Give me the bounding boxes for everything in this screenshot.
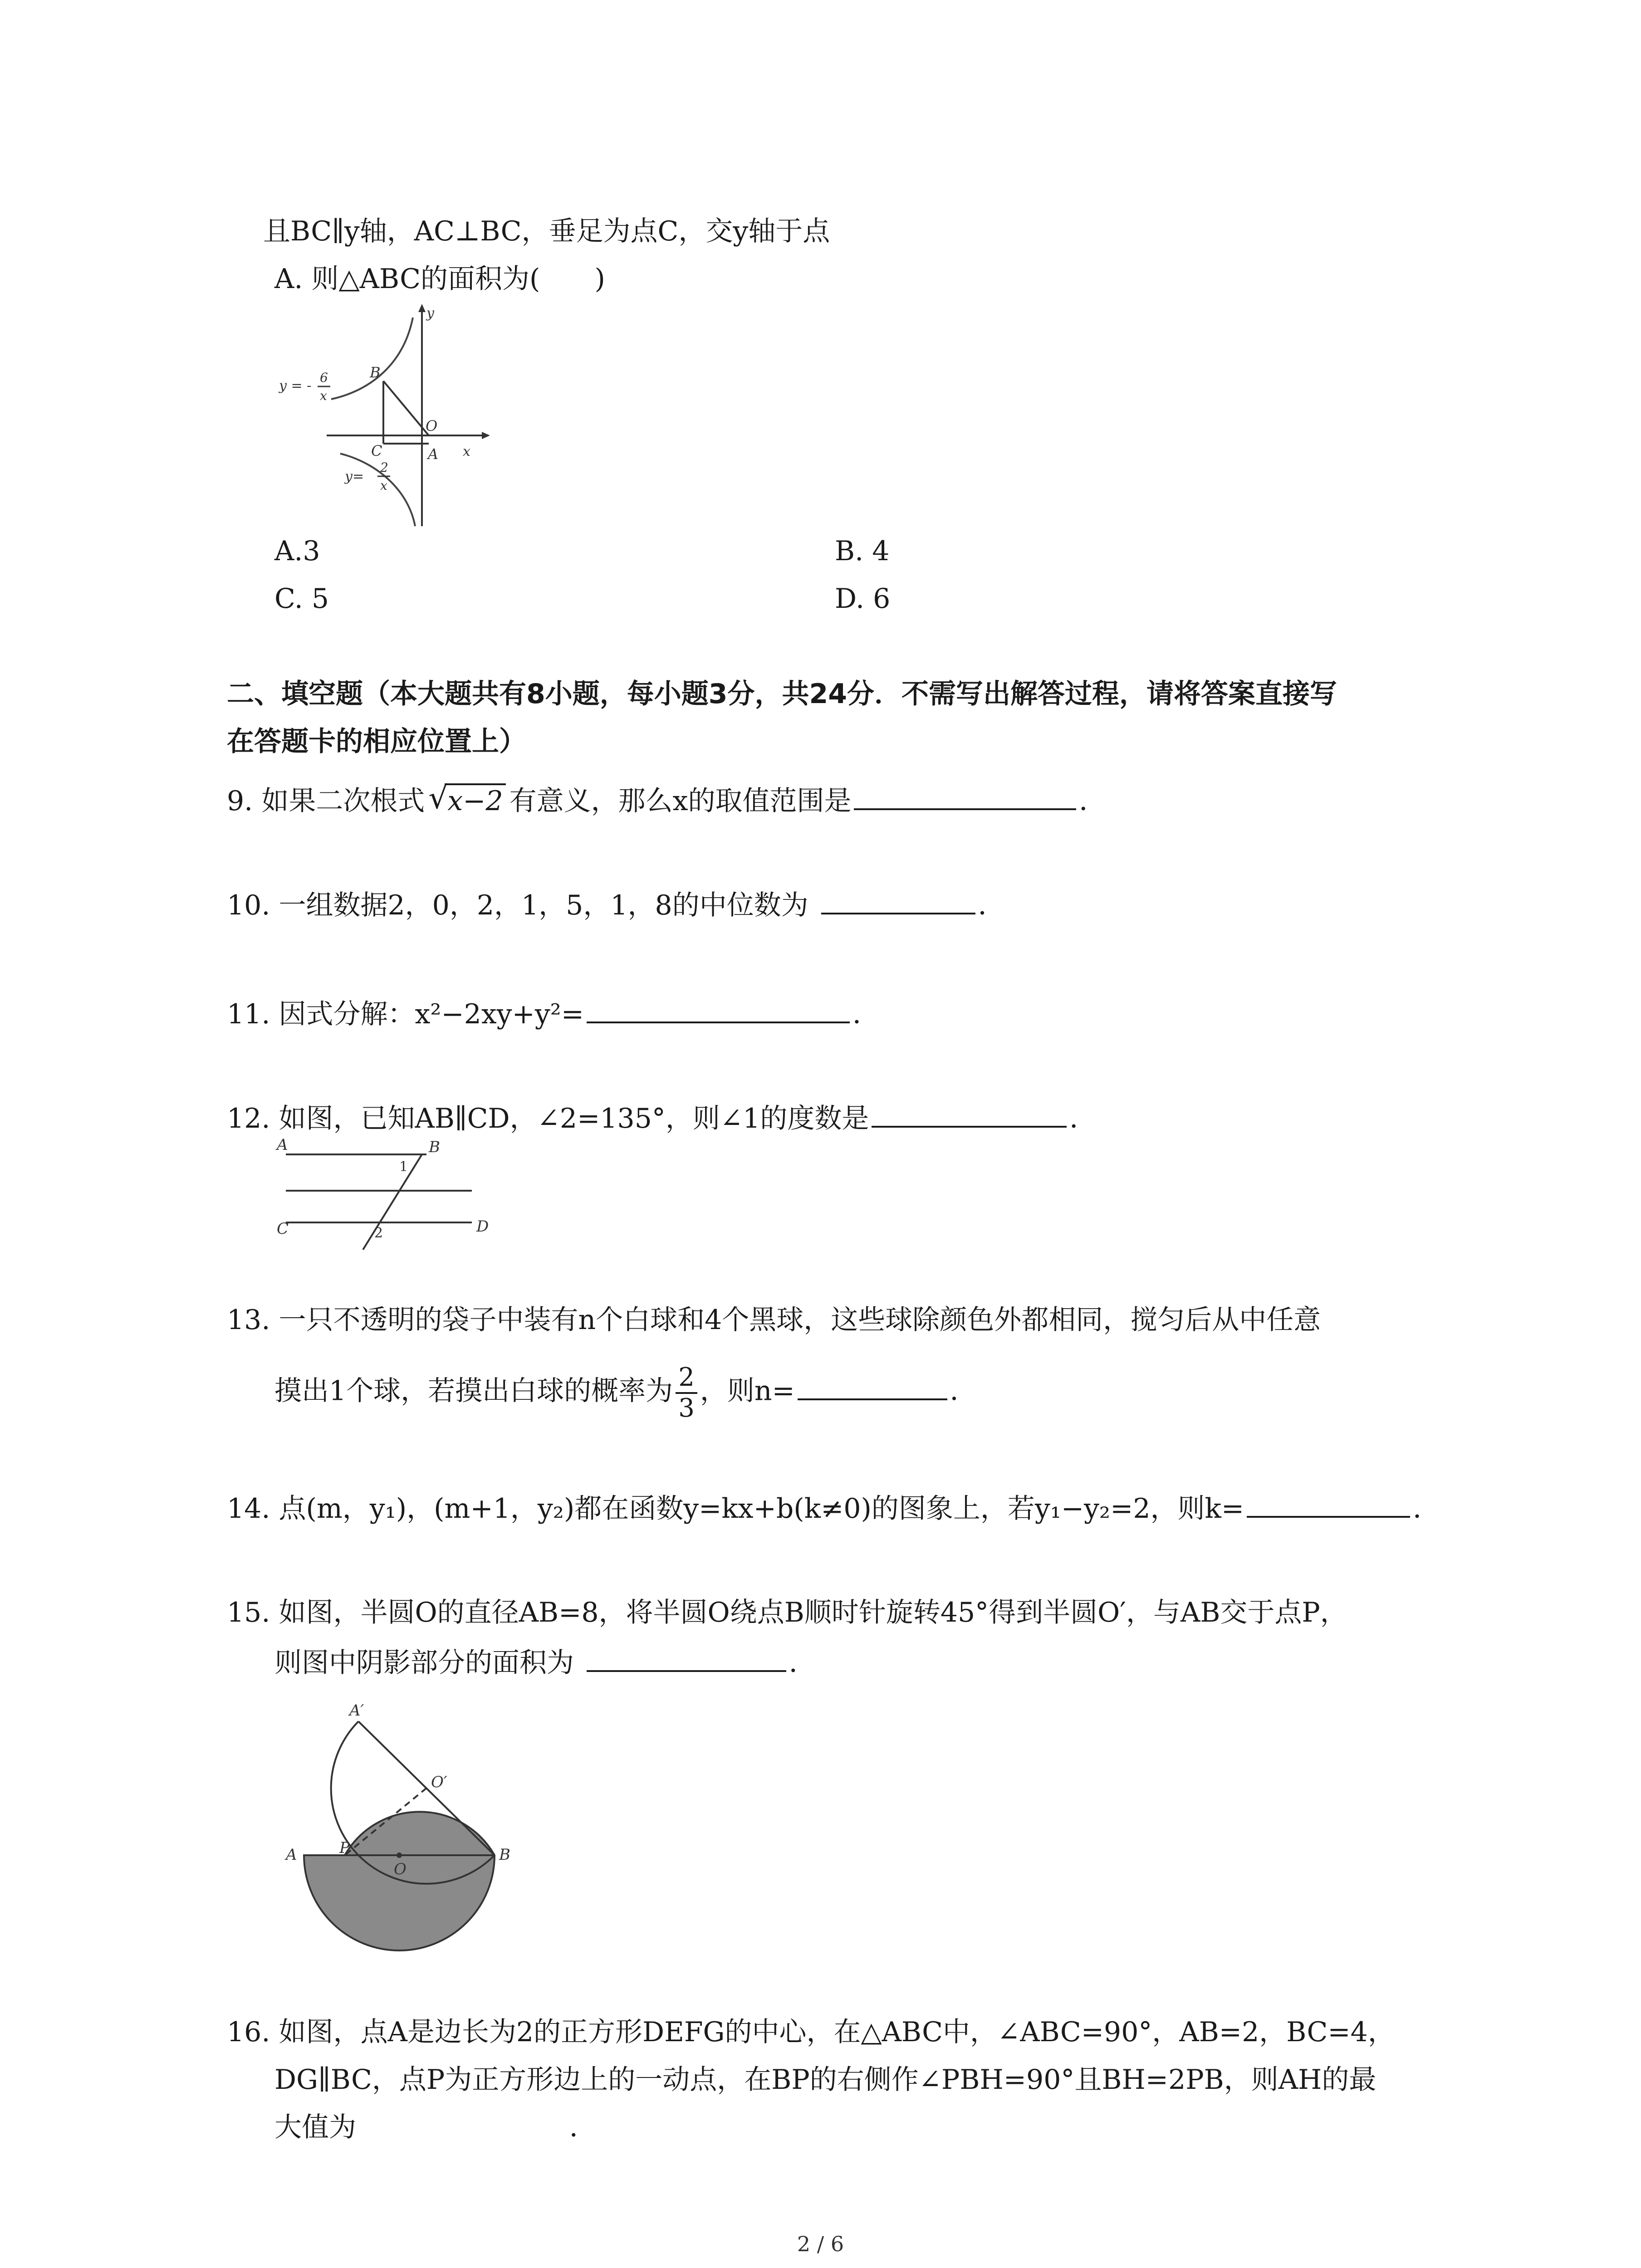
q15-end: ． — [789, 1647, 816, 1679]
q15-center-O — [397, 1853, 402, 1858]
q13-end: ． — [950, 1375, 977, 1407]
q8-eq1-num: 6 — [320, 370, 328, 385]
q8-label-C: C — [371, 442, 382, 459]
q15-label-O: O — [394, 1860, 407, 1878]
q13-line2 — [274, 1363, 977, 1423]
q16-line3-text: 大值为 — [274, 2112, 356, 2143]
q15-answer-blank[interactable] — [587, 1642, 786, 1672]
q16-line1: 16. 如图，点A是边长为2的正方形DEFG的中心，在△ABC中，∠ABC=90°，AB=2，BC=4， — [227, 2016, 1395, 2048]
q8-option-a[interactable]: A.3 — [274, 535, 320, 567]
page-number: 2 / 6 — [797, 2232, 844, 2256]
q12-angle-2: 2 — [374, 1225, 383, 1241]
q15-label-A1: A′ — [349, 1701, 364, 1720]
q15-line2-text: 则图中阴影部分的面积为 — [274, 1647, 574, 1679]
q14-answer-blank[interactable] — [1247, 1488, 1410, 1518]
q10-answer-blank[interactable] — [821, 885, 975, 914]
q8-eq1-lhs: y = - — [279, 378, 312, 394]
q9-end: ． — [1079, 785, 1107, 817]
q8-eq2-den: x — [380, 478, 387, 493]
q9-before: 9. 如果二次根式 — [227, 785, 425, 817]
q8-eq1-den: x — [320, 388, 327, 403]
q9-sqrt: √ x−2 — [428, 783, 505, 819]
q8-curve-lower — [340, 454, 415, 526]
q10-end: ． — [978, 890, 1005, 921]
q14-text: 14. 点(m，y₁)，(m+1，y₂)都在函数y=kx+b(k≠0)的图象上，若y₁−y₂=2，则k= — [227, 1493, 1244, 1525]
q15-line2 — [274, 1642, 816, 1681]
q13-line1: 13. 一只不透明的袋子中装有n个白球和4个黑球，这些球除颜色外都相同，搅匀后从中任意 — [227, 1304, 1321, 1336]
q13-line2-after: ，则n= — [700, 1375, 795, 1407]
q13-frac-den: 3 — [678, 1393, 695, 1423]
q12-figure — [272, 1134, 508, 1256]
q9-radicand: x−2 — [445, 783, 505, 817]
q12-transversal — [363, 1154, 422, 1250]
q13-answer-blank[interactable] — [798, 1370, 947, 1400]
q8-curve-upper — [331, 318, 413, 399]
q12-answer-blank[interactable] — [872, 1098, 1067, 1128]
q8-y-label: y — [426, 305, 434, 321]
q12 — [227, 1098, 1097, 1137]
section2-heading-line1: 二、填空题（本大题共有8小题，每小题3分，共24分．不需写出解答过程，请将答案直接写 — [227, 678, 1337, 710]
q12-label-D: D — [476, 1217, 489, 1236]
q14-end: ． — [1413, 1493, 1440, 1525]
q11-end: ． — [852, 998, 880, 1030]
q8-label-O: O — [426, 417, 438, 435]
q16-line3 — [274, 2109, 597, 2146]
q8-option-b[interactable]: B. 4 — [835, 535, 890, 567]
q15-figure — [272, 1678, 535, 1960]
q11 — [227, 993, 880, 1032]
q8-figure — [272, 299, 508, 535]
q14 — [227, 1488, 1440, 1527]
q15-label-P: P — [339, 1839, 350, 1857]
q9 — [227, 780, 1106, 819]
q12-end: ． — [1069, 1103, 1097, 1134]
q8-x-arrow — [482, 432, 490, 439]
q12-label-A: A — [277, 1136, 288, 1154]
q8-line2: A. 则△ABC的面积为( ) — [274, 263, 605, 295]
q12-label-C: C — [277, 1220, 289, 1238]
q8-line1: 且BC∥y轴，AC⊥BC，垂足为点C，交y轴于点 — [263, 215, 830, 247]
q9-after: 有意义，那么x的取值范围是 — [509, 785, 852, 817]
q8-x-label: x — [463, 444, 470, 459]
q8-option-c[interactable]: C. 5 — [274, 583, 329, 615]
q10 — [227, 885, 1005, 924]
q8-option-d[interactable]: D. 6 — [835, 583, 891, 615]
q15-line1: 15. 如图，半圆O的直径AB=8，将半圆O绕点B顺时针旋转45°得到半圆O′，与AB交于点P， — [227, 1597, 1347, 1628]
q9-answer-blank[interactable] — [854, 780, 1076, 810]
q15-shaded-region — [304, 1812, 495, 1950]
q13-line2-before: 摸出1个球，若摸出白球的概率为 — [274, 1375, 673, 1407]
q10-text: 10. 一组数据2，0，2，1，5，1，8的中位数为 — [227, 890, 808, 921]
q8-eq2-num: 2 — [380, 460, 388, 475]
q8-eq2-lhs: y= — [345, 469, 364, 484]
q12-text: 12. 如图，已知AB∥CD，∠2=135°，则∠1的度数是 — [227, 1103, 869, 1134]
q15-label-A: A — [286, 1846, 297, 1864]
q11-answer-blank[interactable] — [587, 993, 850, 1023]
q13-frac-num: 2 — [676, 1363, 697, 1394]
q8-label-B: B — [370, 364, 381, 381]
q16-line2: DG∥BC，点P为正方形边上的一动点，在BP的右侧作∠PBH=90°且BH=2PB，则AH的最 — [274, 2064, 1376, 2096]
q8-label-A: A — [428, 445, 439, 463]
q15-label-O1: O′ — [431, 1773, 447, 1791]
q12-angle-1: 1 — [399, 1159, 408, 1175]
q15-label-B: B — [499, 1846, 510, 1864]
q8-y-arrow — [418, 304, 426, 312]
q11-text: 11. 因式分解：x²−2xy+y²= — [227, 998, 584, 1030]
q13-fraction — [676, 1363, 697, 1423]
section2-heading-line2: 在答题卡的相应位置上） — [227, 726, 526, 758]
q16-end: ． — [569, 2112, 597, 2143]
q12-label-B: B — [429, 1138, 440, 1156]
